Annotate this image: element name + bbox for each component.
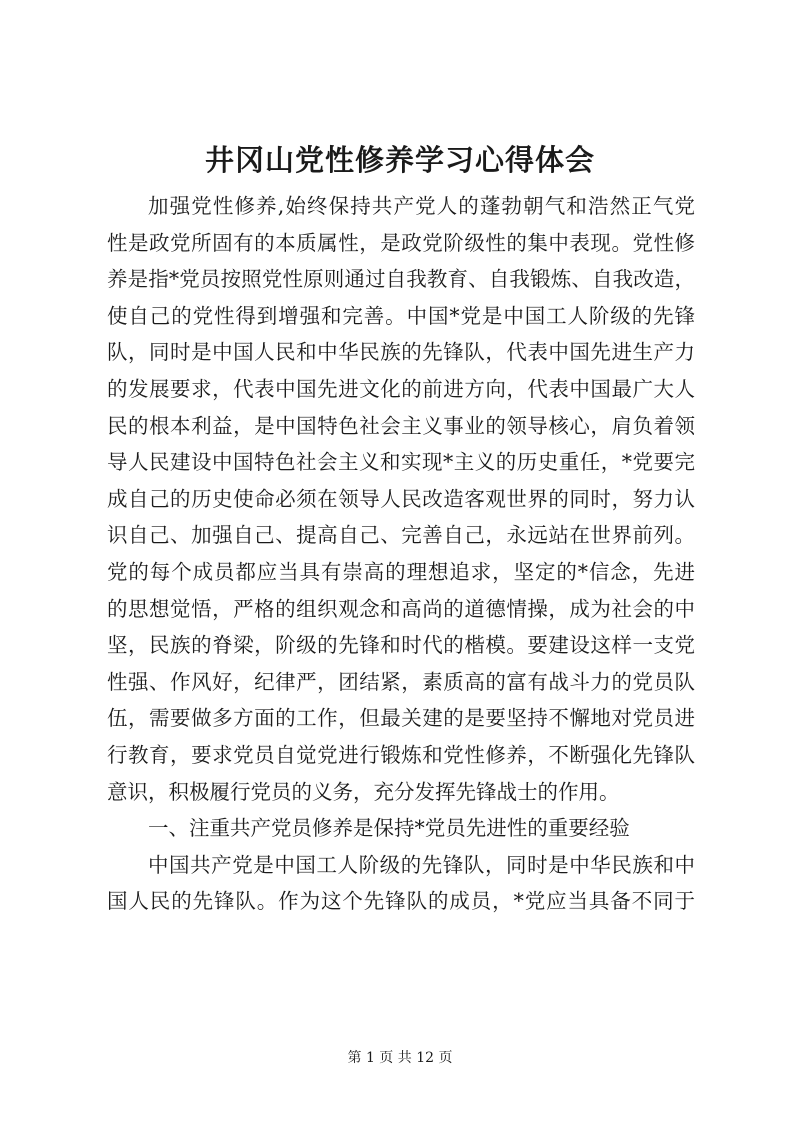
page-footer: 第 1 页 共 12 页: [347, 1050, 453, 1066]
document-title: 井冈山党性修养学习心得体会: [204, 143, 595, 177]
paragraph-line: 民的根本利益，是中国特色社会主义事业的领导核心，肩负着领: [107, 413, 695, 438]
paragraph-line: 加强党性修养,始终保持共产党人的蓬勃朝气和浩然正气党: [148, 194, 695, 218]
paragraph-line: 意识，积极履行党员的义务，充分发挥先锋战士的作用。: [107, 779, 620, 804]
paragraph-line: 性强、作风好，纪律严，团结紧，素质高的富有战斗力的党员队: [107, 669, 695, 694]
paragraph-line: 伍，需要做多方面的工作，但最关建的是要坚持不懈地对党员进: [107, 706, 695, 731]
paragraph-line: 国人民的先锋队。作为这个先锋队的成员，*党应当具备不同于: [107, 889, 695, 914]
paragraph-line: 使自己的党性得到增强和完善。中国*党是中国工人阶级的先锋: [107, 303, 695, 328]
paragraph-line: 中国共产党是中国工人阶级的先锋队，同时是中华民族和中: [148, 852, 695, 877]
paragraph-line: 的思想觉悟，严格的组织观念和高尚的道德情操，成为社会的中: [107, 596, 695, 621]
paragraph-line: 养是指*党员按照党性原则通过自我教育、自我锻炼、自我改造，: [107, 267, 695, 292]
paragraph-line: 导人民建设中国特色社会主义和实现*主义的历史重任，*党要完: [107, 450, 695, 475]
paragraph-line: 的发展要求，代表中国先进文化的前进方向，代表中国最广大人: [107, 376, 695, 401]
paragraph-line: 性是政党所固有的本质属性，是政党阶级性的集中表现。党性修: [107, 230, 695, 255]
paragraph-line: 党的每个成员都应当具有崇高的理想追求，坚定的*信念，先进: [107, 559, 695, 584]
paragraph-line: 队，同时是中国人民和中华民族的先锋队，代表中国先进生产力: [107, 340, 695, 365]
paragraph-line: 行教育，要求党员自觉党进行锻炼和党性修养，不断强化先锋队: [107, 742, 695, 767]
document-body: [107, 188, 695, 920]
paragraph-line: 识自己、加强自己、提高自己、完善自己，永远站在世界前列。: [107, 523, 695, 548]
paragraph-line: 成自己的历史使命必须在领导人民改造客观世界的同时，努力认: [107, 486, 695, 511]
section-heading: 一、注重共产党员修养是保持*党员先进性的重要经验: [148, 816, 630, 841]
paragraph-line: 坚，民族的脊梁，阶级的先锋和时代的楷模。要建设这样一支党: [107, 633, 695, 658]
